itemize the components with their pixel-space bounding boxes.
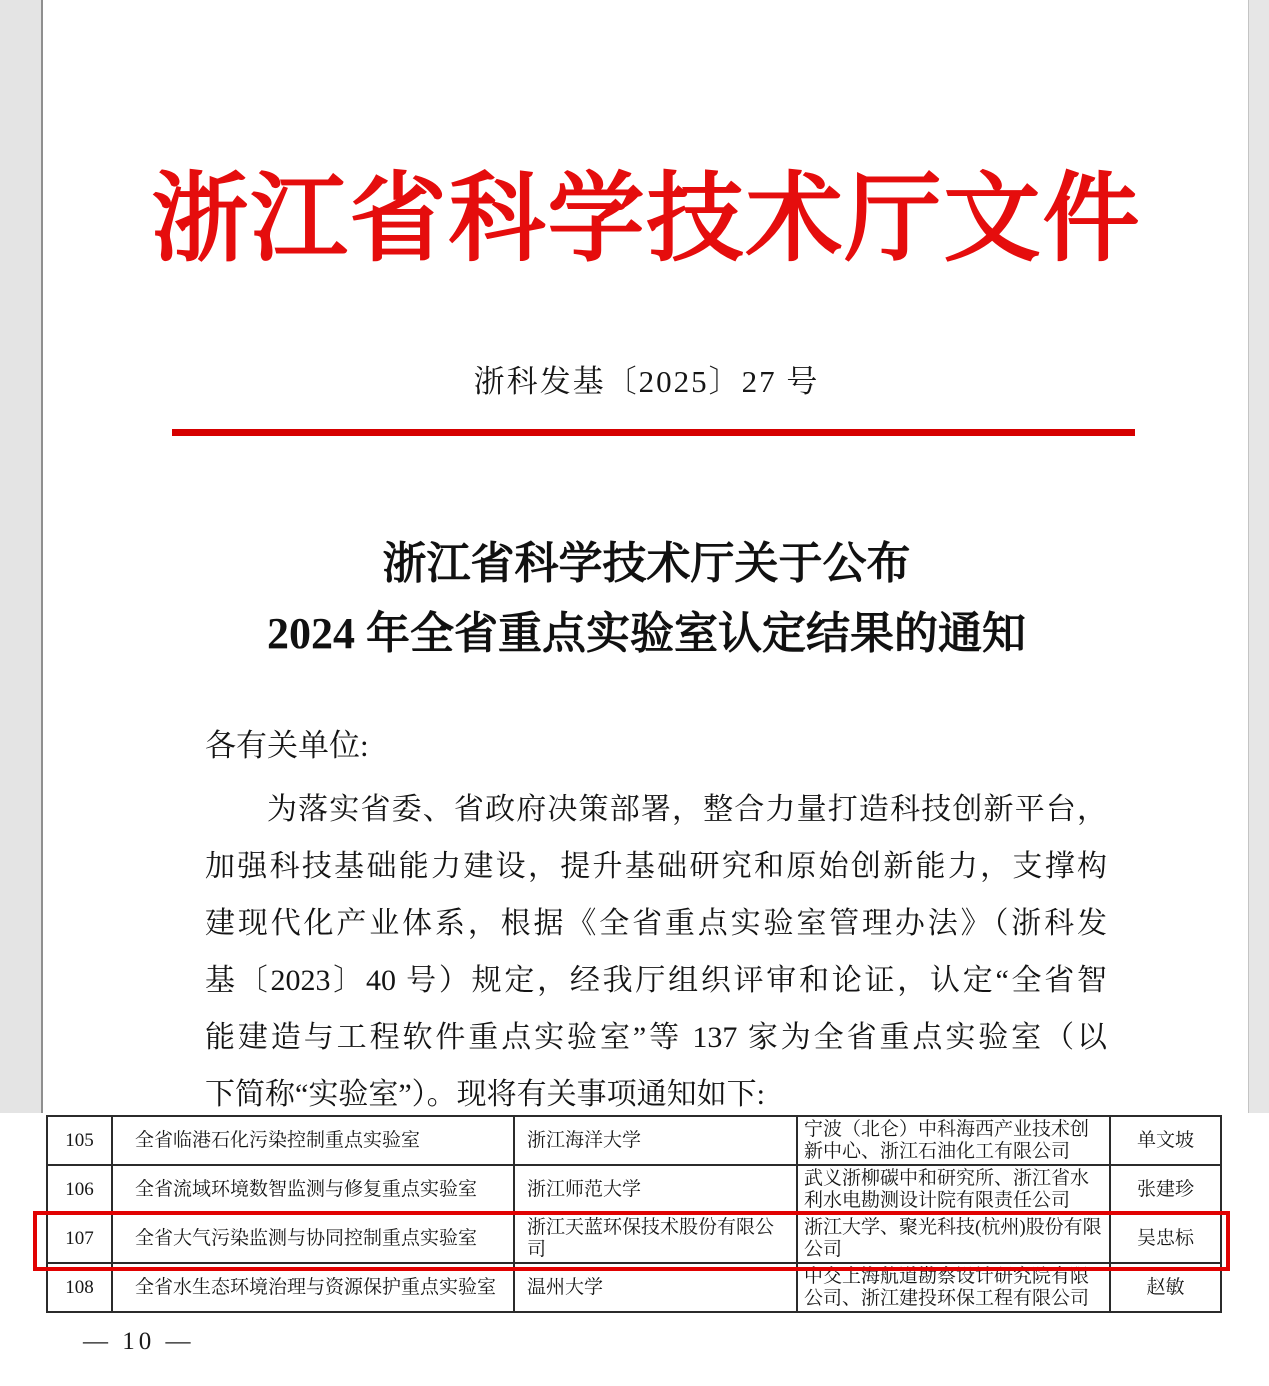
body-line: 能建造与工程软件重点实验室”等 137 家为全省重点实验室（以 (205, 1021, 1107, 1054)
salutation: 各有关单位: (205, 728, 369, 763)
cell-partners: 宁波（北仑）中科海西产业技术创新中心、浙江石油化工有限公司 (797, 1116, 1110, 1165)
scan-right-margin (1248, 0, 1269, 1113)
cell-partners: 武义浙柳碳中和研究所、浙江省水利水电勘测设计院有限责任公司 (797, 1165, 1110, 1214)
cell-inst: 浙江天蓝环保技术股份有限公司 (514, 1214, 797, 1263)
cell-inst: 浙江师范大学 (514, 1165, 797, 1214)
results-table (46, 1115, 1222, 1313)
cell-lab: 全省大气污染监测与协同控制重点实验室 (112, 1214, 514, 1263)
table-row (47, 1165, 1221, 1214)
cell-director: 张建珍 (1110, 1165, 1221, 1214)
letterhead-title: 浙江省科学技术厅文件 (151, 166, 1142, 273)
body-line: 加强科技基础能力建设，提升基础研究和原始创新能力，支撑构 (205, 850, 1107, 883)
table-row-highlighted (47, 1214, 1221, 1263)
table-row (47, 1116, 1221, 1165)
body-line: 建现代化产业体系，根据《全省重点实验室管理办法》（浙科发 (205, 907, 1107, 940)
notice-title-line2: 2024 年全省重点实验室认定结果的通知 (267, 609, 1026, 658)
scan-left-margin (0, 0, 43, 1113)
cell-lab: 全省临港石化污染控制重点实验室 (112, 1116, 514, 1165)
results-table-body (47, 1116, 1221, 1312)
cell-no: 107 (47, 1214, 112, 1263)
cell-inst: 温州大学 (514, 1263, 797, 1312)
body-line: 为落实省委、省政府决策部署，整合力量打造科技创新平台， (267, 793, 1107, 826)
cell-no: 106 (47, 1165, 112, 1214)
cell-inst: 浙江海洋大学 (514, 1116, 797, 1165)
body-line: 基〔2023〕40 号）规定，经我厅组织评审和论证，认定“全省智 (205, 964, 1107, 997)
red-separator-line (172, 429, 1135, 436)
cell-lab: 全省水生态环境治理与资源保护重点实验室 (112, 1263, 514, 1312)
cell-director: 吴忠标 (1110, 1214, 1221, 1263)
cell-director: 单文坡 (1110, 1116, 1221, 1165)
page-number: — 10 — (83, 1328, 195, 1355)
cell-no: 105 (47, 1116, 112, 1165)
document-number: 浙科发基〔2025〕27 号 (473, 364, 820, 399)
body-line: 下简称“实验室”）。现将有关事项通知如下: (205, 1078, 765, 1111)
cell-partners: 浙江大学、聚光科技(杭州)股份有限公司 (797, 1214, 1110, 1263)
table-row (47, 1263, 1221, 1312)
cell-partners: 中交上海航道勘察设计研究院有限公司、浙江建投环保工程有限公司 (797, 1263, 1110, 1312)
notice-title-line1: 浙江省科学技术厅关于公布 (382, 539, 911, 588)
cell-lab: 全省流域环境数智监测与修复重点实验室 (112, 1165, 514, 1214)
cell-no: 108 (47, 1263, 112, 1312)
cell-director: 赵敏 (1110, 1263, 1221, 1312)
body-paragraph (205, 781, 1107, 1123)
